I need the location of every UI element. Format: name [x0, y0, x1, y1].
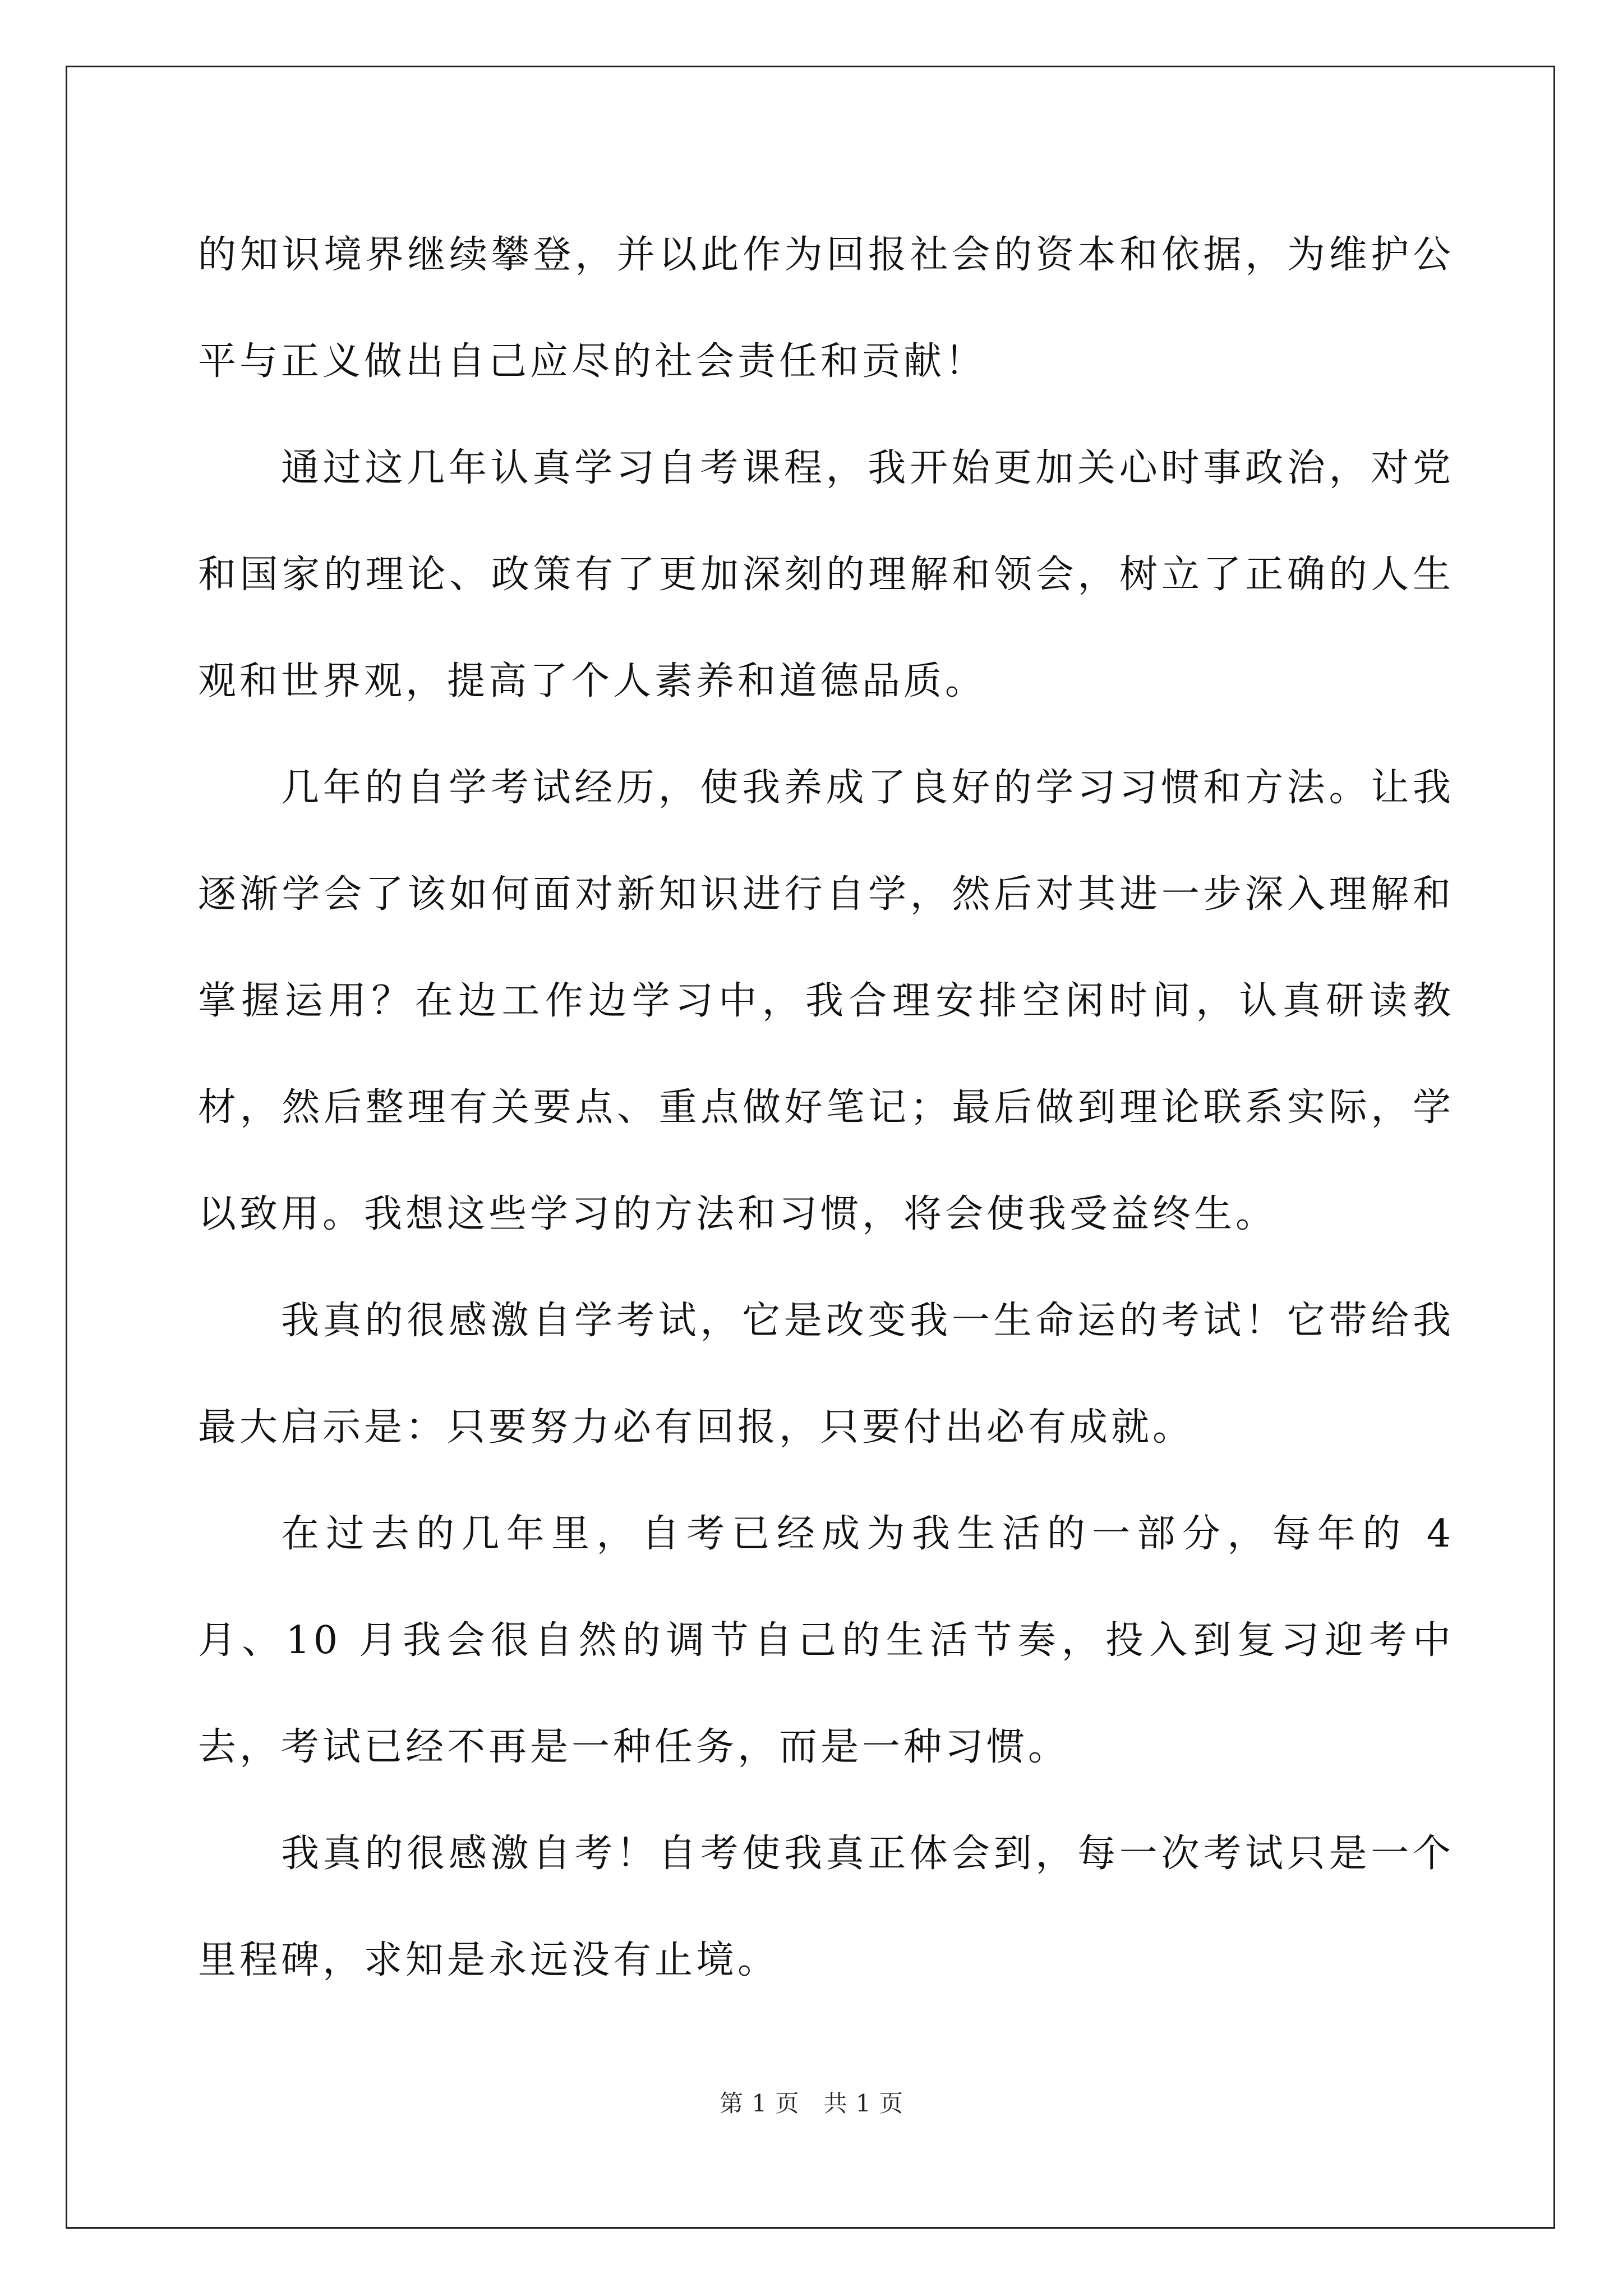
paragraph-4: 我真的很感激自学考试，它是改变我一生命运的考试！它带给我最大启示是：只要努力必有回报，只要付出必有成就。 [198, 1299, 1454, 1450]
page-number-footer: 第 1 页 共 1 页 [720, 2090, 903, 2117]
paragraph-6: 我真的很感激自考！自考使我真正体会到，每一次考试只是一个里程碑，求知是永远没有止境。 [198, 1832, 1454, 1982]
paragraph-2: 通过这几年认真学习自考课程，我开始更加关心时事政治，对党和国家的理论、政策有了更加深刻的理解和领会，树立了正确的人生观和世界观，提高了个人素养和道德品质。 [198, 446, 1454, 703]
paragraph-3: 几年的自学考试经历，使我养成了良好的学习习惯和方法。让我逐渐学会了该如何面对新知识进行自学，然后对其进一步深入理解和掌握运用？在边工作边学习中，我合理安排空闲时间，认真研读教材，然后整理有关要点、重点做好笔记；最后做到理论联系实际，学以致用。我想这些学习的方法和习惯，将会使我受益终生。 [198, 766, 1454, 1236]
paragraph-1: 的知识境界继续攀登，并以此作为回报社会的资本和依据，为维护公平与正义做出自己应尽的社会责任和贡献！ [198, 233, 1454, 384]
document-body [198, 202, 1454, 2014]
paragraph-5: 在过去的几年里，自考已经成为我生活的一部分，每年的 4 月、10 月我会很自然的调节自己的生活节奏，投入到复习迎考中去，考试已经不再是一种任务，而是一种习惯。 [198, 1512, 1454, 1769]
